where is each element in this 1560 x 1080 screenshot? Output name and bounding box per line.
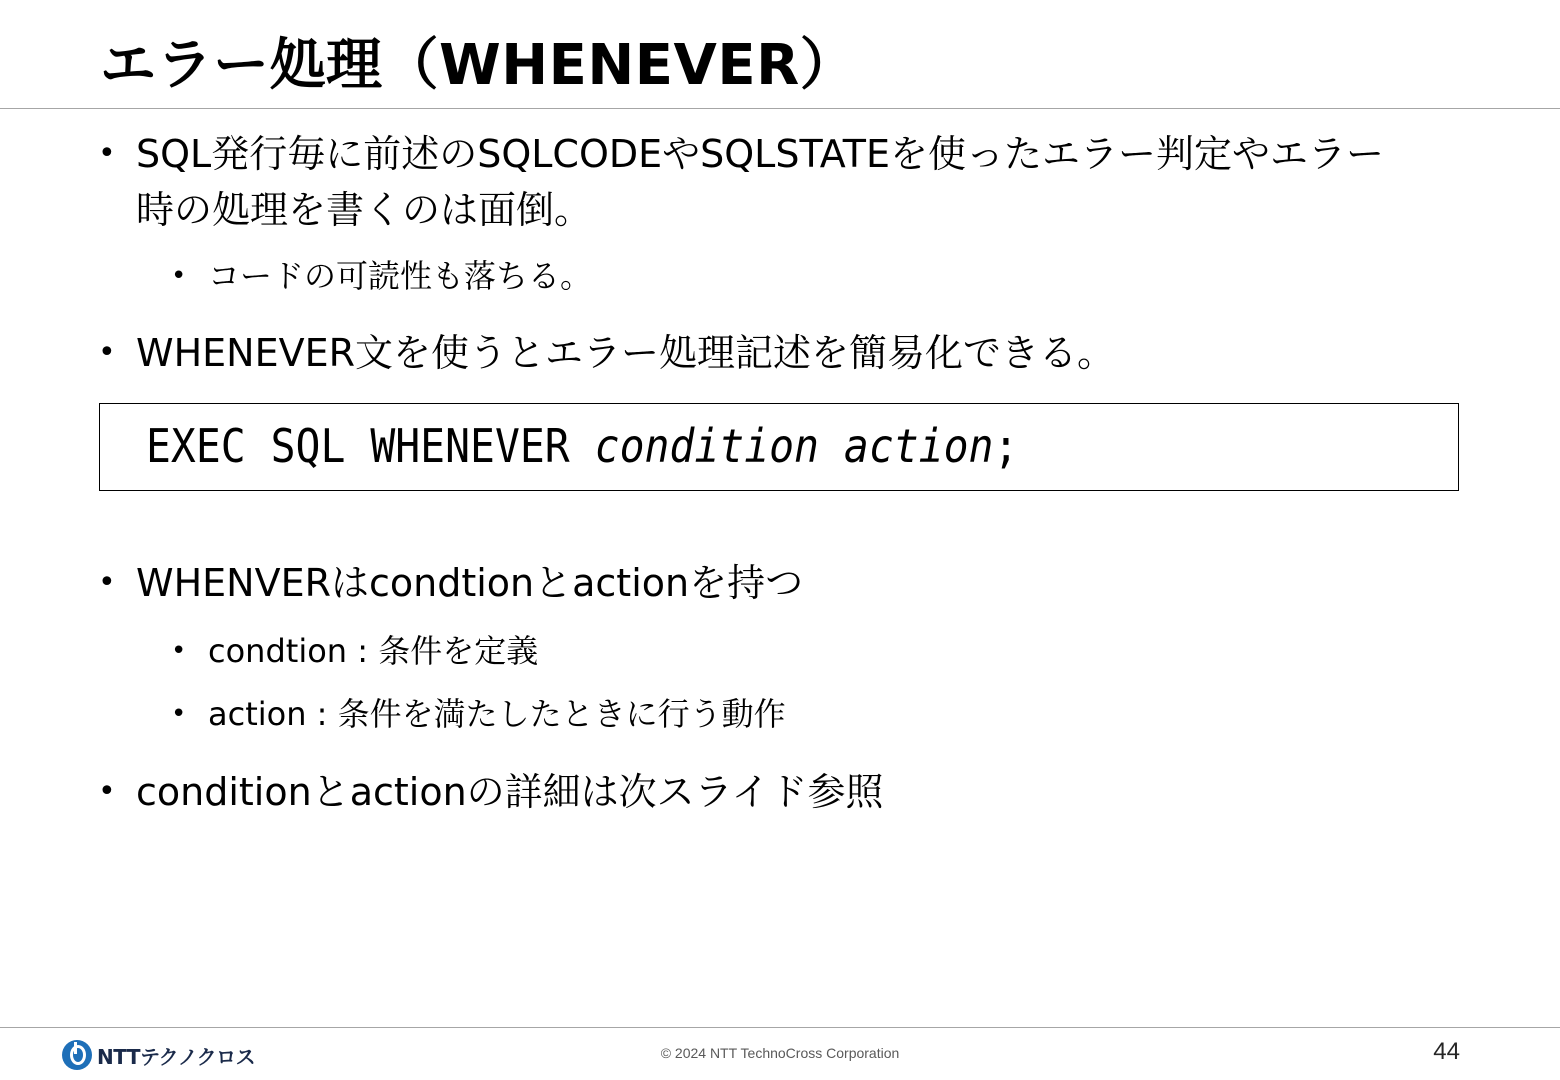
code-box xyxy=(99,403,1459,491)
code-suffix: ; xyxy=(993,419,1019,473)
bullet-dot: • xyxy=(171,636,187,666)
bullet-text: コードの可読性も落ちる。 xyxy=(208,257,593,295)
bullet-dot: • xyxy=(171,699,187,729)
bullet-whenever-simplify xyxy=(98,325,1116,381)
bullet-text: condtion : 条件を定義 xyxy=(208,632,539,670)
bullet-next-slide xyxy=(98,764,884,820)
slide-title: エラー処理（WHENEVER） xyxy=(100,33,857,98)
bullet-whenever-parts xyxy=(98,555,804,611)
bullet-dot: • xyxy=(98,136,116,171)
bullet-dot: • xyxy=(98,565,116,600)
bullet-text: WHENVERはcondtionとactionを持つ xyxy=(136,561,804,605)
code-space xyxy=(819,419,844,473)
title-divider xyxy=(0,108,1560,109)
code-prefix: EXEC SQL WHENEVER xyxy=(146,419,595,473)
sub-bullet-action xyxy=(171,690,786,738)
bullet-dot: • xyxy=(98,335,116,370)
code-syntax xyxy=(146,418,1018,474)
bullet-dot: • xyxy=(98,774,116,809)
bullet-sql-burden-cont xyxy=(136,182,592,238)
footer-divider xyxy=(0,1027,1560,1028)
bullet-dot: • xyxy=(171,261,187,291)
bullet-text: action : 条件を満たしたときに行う動作 xyxy=(208,695,786,733)
copyright: © 2024 NTT TechnoCross Corporation xyxy=(660,1045,900,1061)
bullet-text: conditionとactionの詳細は次スライド参照 xyxy=(136,770,884,814)
code-param-action: action xyxy=(843,419,994,473)
bullet-text: SQL発行毎に前述のSQLCODEやSQLSTATEを使ったエラー判定やエラー xyxy=(136,132,1384,176)
logo-text: NTTテクノクロス xyxy=(97,1044,256,1069)
bullet-text: WHENEVER文を使うとエラー処理記述を簡易化できる。 xyxy=(136,331,1116,375)
page-number: 44 xyxy=(1433,1038,1460,1065)
bullet-text: 時の処理を書くのは面倒。 xyxy=(136,188,593,232)
code-param-condition: condition xyxy=(594,419,819,473)
sub-bullet-condition xyxy=(171,627,539,675)
sub-bullet-readability xyxy=(171,252,593,300)
bullet-sql-burden xyxy=(98,126,1384,182)
